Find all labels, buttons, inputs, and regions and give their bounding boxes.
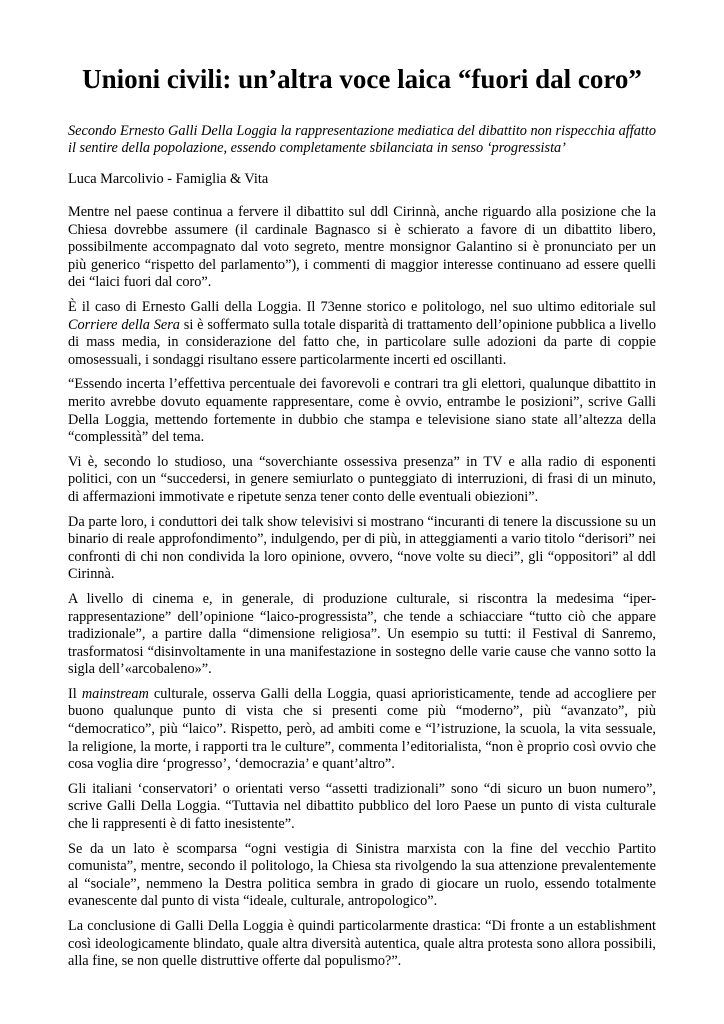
text-segment: È il caso di Ernesto Galli della Loggia. Il 73enne storico e politologo, nel suo ultimo editoriale sul — [68, 299, 656, 316]
article-subtitle: Secondo Ernesto Galli Della Loggia la rappresentazione mediatica del dibattito non rispecchia affatto il sentire della popolazione, essendo completamente sbilanciata in senso ‘progressista’ — [68, 123, 656, 157]
text-segment: Mentre nel paese continua a fervere il dibattito sul ddl Cirinnà, anche riguardo alla posizione che la Chiesa dovrebbe assumere (il cardinale Bagnasco si è schierato a favore di un dibattito libero, possibilmente accompagnato dal voto segreto, mentre monsignor Galantino si è pronunciato per un più generico “rispetto del parlamento”), i commenti di maggior interesse continuano ad essere quelli dei “laici fuori dal coro”. — [68, 204, 656, 291]
text-segment: culturale, osserva Galli della Loggia, quasi aprioristicamente, tende ad accogliere per buono qualunque punto di vista che si presenti come più “moderno”, più “avanzato”, più “democratico”, più “laico”. Rispetto, però, ad ambiti come e “l’istruzione, la scuola, la vita sessuale, la religione, la morte, i rapporti tra le culture”, commenta l’editorialista, “non è proprio così ovvio che cosa voglia dire ‘progresso’, ‘democrazia’ e quant’altro”. — [68, 685, 656, 773]
article-paragraph — [68, 841, 656, 911]
article-paragraph — [68, 299, 656, 369]
article-paragraph — [68, 376, 656, 446]
text-segment: Vi è, secondo lo studioso, una “soverchiante ossessiva presenza” in TV e alla radio di esponenti politici, con un “succedersi, in genere semiurlato o punteggiato di interruzioni, di frasi di un minuto, di affermazioni immotivate e ripetute senza tener conto delle eventuali obiezioni”. — [68, 453, 656, 505]
article-byline: Luca Marcolivio - Famiglia & Vita — [68, 171, 269, 188]
article-body — [68, 204, 656, 971]
text-segment: A livello di cinema e, in generale, di produzione culturale, si riscontra la medesima “iper-rappresentazione” dell’opinione “laico-progressista”, che tende a schiacciare “tutto ciò che appare tradizionale”, a partire dalla “dimensione religiosa”. Un esempio su tutti: il Festival di Sanremo, trasformatosi “disinvoltamente in una manifestazione in sostegno delle varie cause che vanno sotto la sigla dell’«arcobaleno»”. — [68, 590, 656, 678]
article-paragraph — [68, 686, 656, 774]
article-paragraph — [68, 781, 656, 834]
text-segment: “Essendo incerta l’effettiva percentuale dei favorevoli e contrari tra gli elettori, qualunque dibattito in merito avrebbe dovuto equamente rappresentare, come è ovvio, entrambe le posizioni”, scrive Galli Della Loggia, mettendo fortemente in dubbio che stampa e televisione siano state all’altezza della “complessità” del tema. — [68, 376, 656, 446]
article-title: Unioni civili: un’altra voce laica “fuori dal coro” — [82, 64, 642, 94]
italic-text-segment: mainstream — [81, 685, 149, 702]
text-segment: Gli italiani ‘conservatori’ o orientati verso “assetti tradizionali” sono “di sicuro un buon numero”, scrive Galli Della Loggia. “Tuttavia nel dibattito pubblico del loro Paese un punto di vista culturale che li rappresenti è di fatto inesistente”. — [68, 780, 656, 833]
text-segment: Il — [68, 685, 82, 702]
text-segment: Da parte loro, i conduttori dei talk show televisivi si mostrano “incuranti di tenere la discussione su un binario di reale approfondimento”, indulgendo, per di più, in atteggiamenti a vario titolo “derisori” nei confronti di chi non condivida la loro opinione, ovvero, “nove volte su dieci”, gli “oppositori” al ddl Cirinnà. — [68, 513, 656, 583]
article-paragraph — [68, 918, 656, 971]
italic-text-segment: Corriere della Sera — [68, 316, 180, 333]
article-paragraph — [68, 204, 656, 292]
text-segment: si è soffermato sulla totale disparità di trattamento dell’opinione pubblica a livello di mass media, in considerazione del fatto che, in particolare sulle adozioni da parte di coppie omosessuali, i sondaggi risultano essere particolarmente incerti ed oscillanti. — [68, 316, 656, 368]
article-paragraph — [68, 514, 656, 584]
article-paragraph — [68, 591, 656, 679]
text-segment: Se da un lato è scomparsa “ogni vestigia di Sinistra marxista con la fine del vecchio Partito comunista”, mentre, secondo il politologo, la Chiesa sta rivolgendo la sua attenzione prevalentemente al “sociale”, nemmeno la Destra politica sembra in grado di giocare un ruolo, essendo totalmente evanescente dal punto di vista “ideale, culturale, antropologico”. — [68, 840, 656, 910]
text-segment: La conclusione di Galli Della Loggia è quindi particolarmente drastica: “Di fronte a un establishment così ideologicamente blindato, quale altra diversità autentica, quale altra protesta sono allora possibili, alla fine, se non quelle distruttive offerte dal populismo?”. — [68, 918, 656, 970]
article-paragraph — [68, 454, 656, 507]
